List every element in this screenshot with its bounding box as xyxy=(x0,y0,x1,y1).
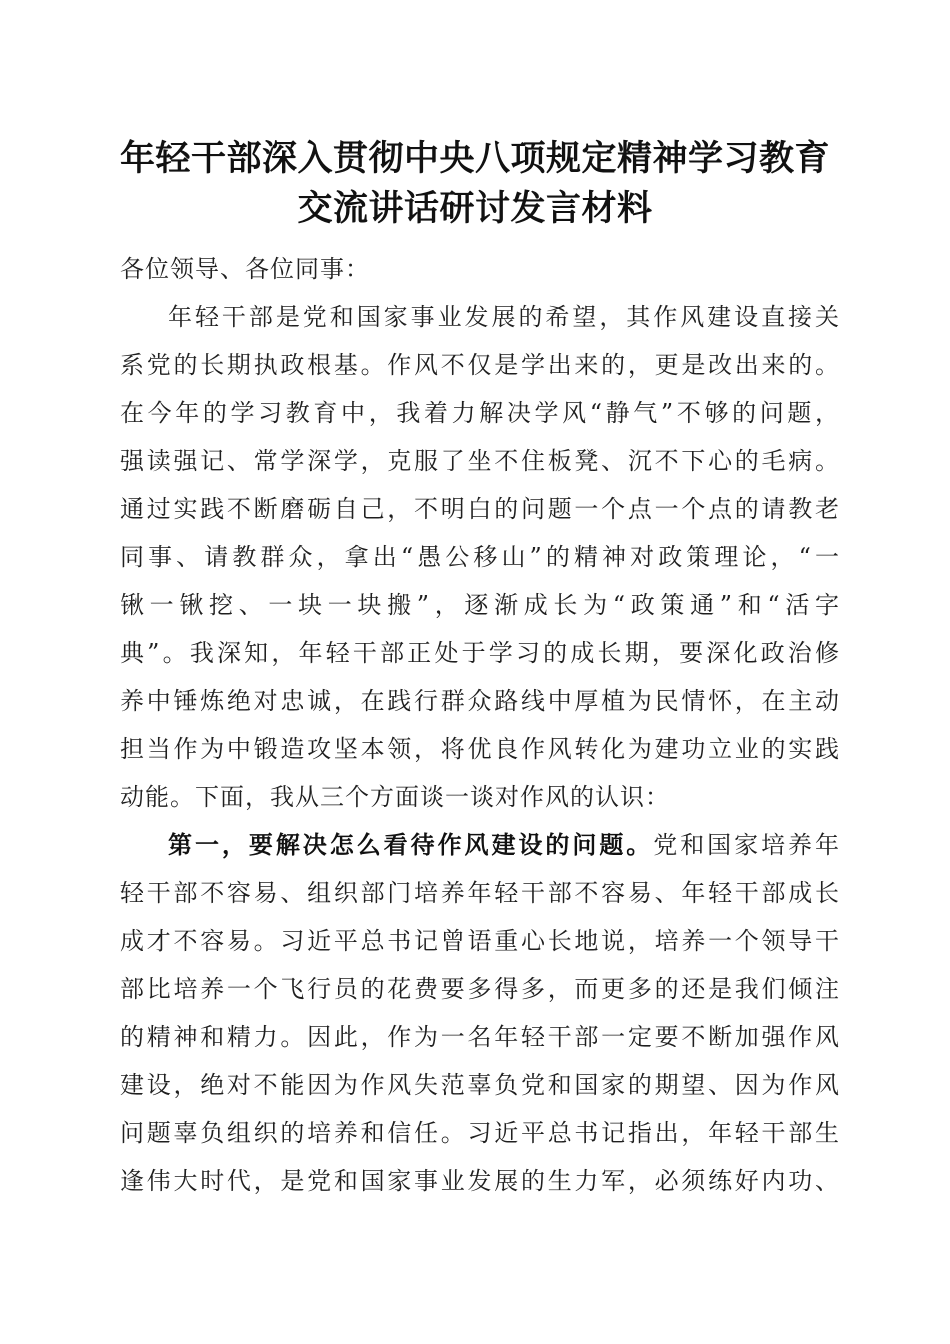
document-title-line-2: 交流讲话研讨发言材料 xyxy=(297,188,653,229)
paragraph-2-lead: 第一，要解决怎么看待作风建设的问题。 xyxy=(168,830,654,859)
paragraph-1-line: 通过实践不断磨砺自己，不明白的问题一个点一个点的请教老 xyxy=(120,495,840,523)
paragraph-2-line: 建设，绝对不能因为作风失范辜负党和国家的期望、因为作风 xyxy=(120,1071,840,1099)
paragraph-1-line: 强读强记、常学深学，克服了坐不住板凳、沉不下心的毛病。 xyxy=(120,447,840,475)
paragraph-1-line: 担当作为中锻造攻坚本领，将优良作风转化为建功立业的实践 xyxy=(120,735,840,763)
paragraph-1-line: 锹一锹挖、一块一块搬”，逐渐成长为“政策通”和“活字 xyxy=(120,591,840,619)
paragraph-2-line: 逢伟大时代，是党和国家事业发展的生力军，必须练好内功、 xyxy=(120,1167,840,1195)
document-title-line-1: 年轻干部深入贯彻中央八项规定精神学习教育 xyxy=(119,138,830,179)
paragraph-2-line: 成才不容易。习近平总书记曾语重心长地说，培养一个领导干 xyxy=(120,927,840,955)
paragraph-2-line: 问题辜负组织的培养和信任。习近平总书记指出，年轻干部生 xyxy=(120,1119,840,1147)
paragraph-2-line: 的精神和精力。因此，作为一名年轻干部一定要不断加强作风 xyxy=(120,1023,840,1051)
paragraph-1-line: 典”。我深知，年轻干部正处于学习的成长期，要深化政治修 xyxy=(120,639,840,667)
salutation: 各位领导、各位同事： xyxy=(120,255,370,283)
paragraph-2-first-line xyxy=(120,821,840,869)
paragraph-2-first-line-rest: 党和国家培养年 xyxy=(653,831,840,859)
paragraph-1-line: 同事、请教群众，拿出“愚公移山”的精神对政策理论，“一 xyxy=(120,543,840,571)
paragraph-1-line: 在今年的学习教育中，我着力解决学风“静气”不够的问题， xyxy=(120,399,840,427)
paragraph-1-line: 系党的长期执政根基。作风不仅是学出来的，更是改出来的。 xyxy=(120,351,840,379)
paragraph-1-line: 动能。下面，我从三个方面谈一谈对作风的认识： xyxy=(120,783,670,811)
paragraph-2-line: 部比培养一个飞行员的花费要多得多，而更多的还是我们倾注 xyxy=(120,975,840,1003)
paragraph-2-line: 轻干部不容易、组织部门培养年轻干部不容易、年轻干部成长 xyxy=(120,879,840,907)
paragraph-1-line: 年轻干部是党和国家事业发展的希望，其作风建设直接关 xyxy=(168,303,840,331)
paragraph-1-line: 养中锤炼绝对忠诚，在践行群众路线中厚植为民情怀，在主动 xyxy=(120,687,840,715)
